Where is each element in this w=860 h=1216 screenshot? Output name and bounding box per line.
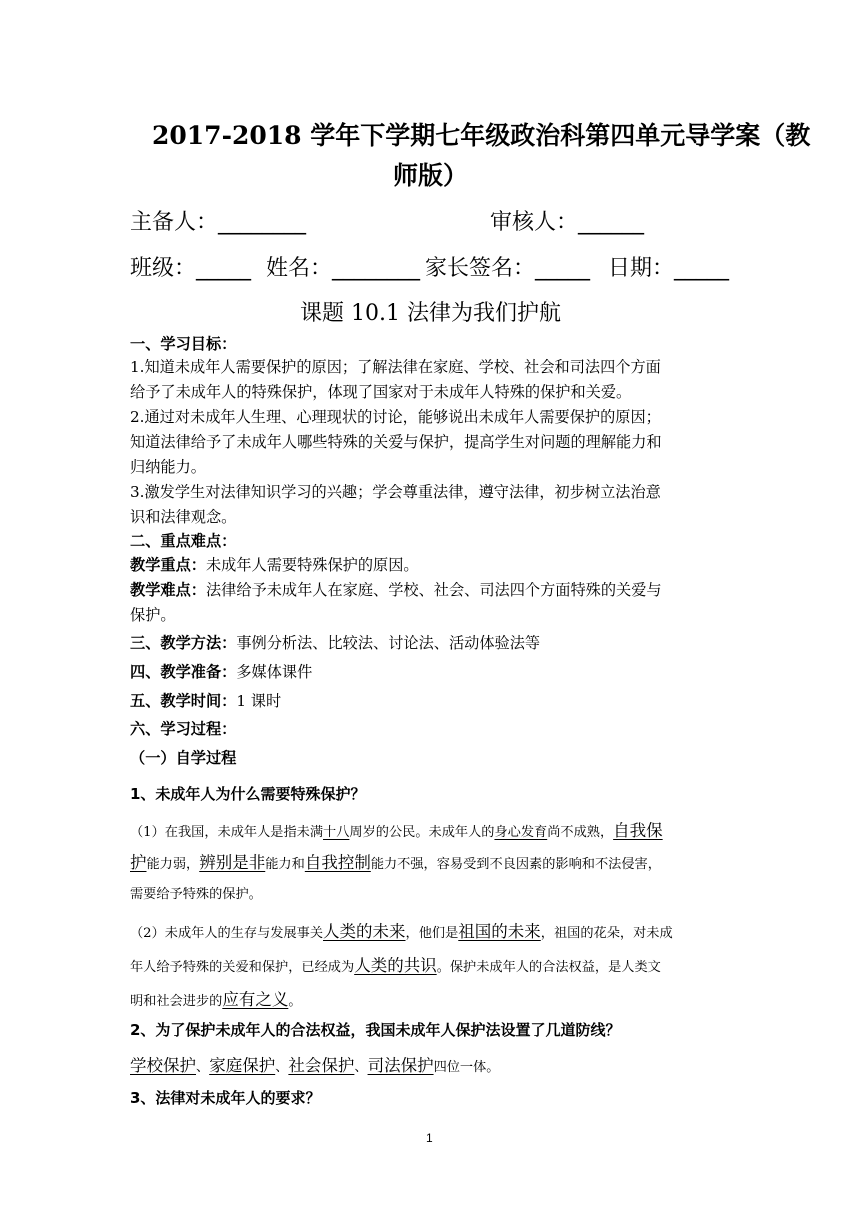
preparer-field bbox=[130, 205, 306, 236]
text-span: 、 bbox=[196, 1060, 210, 1075]
process-heading: 六、学习过程： bbox=[130, 720, 237, 738]
teaching-time-label: 五、教学时间： bbox=[130, 692, 237, 710]
q1-para2-line3 bbox=[130, 986, 302, 1010]
teaching-difficulty bbox=[130, 579, 662, 600]
reviewer-field bbox=[490, 205, 644, 236]
teaching-key-label: 教学重点： bbox=[130, 556, 206, 574]
question-1-heading: 1、未成年人为什么需要特殊保护？ bbox=[130, 785, 366, 803]
question-2-heading: 2、为了保护未成年人的合法权益，我国未成年人保护法设置了几道防线？ bbox=[130, 1021, 621, 1039]
q1-para1-line2 bbox=[130, 849, 661, 873]
text-span: 四位一体。 bbox=[433, 1060, 500, 1075]
reviewer-label: 审核人： bbox=[490, 210, 579, 235]
text-span: 明和社会进步的 bbox=[130, 994, 223, 1009]
text-span: 能力弱， bbox=[146, 857, 200, 872]
teaching-method-label: 三、教学方法： bbox=[130, 634, 237, 652]
class-field bbox=[130, 251, 251, 282]
doc-title-line2: 师版） bbox=[393, 161, 469, 190]
answer-shiba: 十八 bbox=[323, 825, 350, 840]
goal-1-line-1: 1.知道未成年人需要保护的原因；了解法律在家庭、学校、社会和司法四个方面 bbox=[130, 358, 661, 376]
preparer-blank: ________ bbox=[218, 210, 307, 235]
question-3-heading: 3、法律对未成年人的要求？ bbox=[130, 1089, 321, 1107]
class-blank: _____ bbox=[196, 256, 252, 281]
teaching-key-text: 未成年人需要特殊保护的原因。 bbox=[205, 556, 419, 574]
name-label: 姓名： bbox=[266, 256, 333, 281]
date-field bbox=[608, 251, 729, 282]
goal-2-line-3: 归纳能力。 bbox=[130, 458, 206, 476]
answer-renlei-weilai: 人类的未来 bbox=[323, 922, 406, 941]
text-span: 年人给予特殊的关爱和保护，已经成为 bbox=[130, 960, 355, 975]
goal-1-line-2: 给予了未成年人的特殊保护，体现了国家对于未成年人特殊的保护和关爱。 bbox=[130, 383, 632, 401]
text-span: ，他们是 bbox=[405, 926, 459, 941]
date-blank: _____ bbox=[674, 256, 730, 281]
q1-para2-line2 bbox=[130, 952, 661, 976]
page-number: 1 bbox=[426, 1131, 433, 1145]
answer-renlei-gongshi: 人类的共识 bbox=[354, 956, 437, 975]
doc-title-line1: 2017-2018 学年下学期七年级政治科第四单元导学案（教 bbox=[152, 121, 811, 150]
parent-signature-blank: _____ bbox=[535, 256, 591, 281]
answer-bianbie-shifei: 辨别是非 bbox=[199, 853, 266, 872]
text-span: 、 bbox=[275, 1060, 289, 1075]
teaching-time bbox=[130, 690, 281, 711]
answer-yingyou-zhiyi: 应有之义 bbox=[222, 990, 289, 1009]
answer-shehui-baohu: 社会保护 bbox=[288, 1056, 355, 1075]
text-span: 周岁的公民。未成年人的 bbox=[349, 825, 495, 840]
answer-ziwo-baohu-cont: 护 bbox=[130, 853, 147, 872]
q2-answer bbox=[130, 1052, 500, 1076]
text-span: 尚不成熟， bbox=[547, 825, 614, 840]
answer-shenxin-fayu: 身心发育 bbox=[494, 825, 548, 840]
goal-3-line-1: 3.激发学生对法律知识学习的兴趣；学会尊重法律，遵守法律，初步树立法治意 bbox=[130, 483, 661, 501]
text-span: 。 bbox=[288, 994, 302, 1009]
reviewer-blank: ______ bbox=[578, 210, 645, 235]
teaching-key-point bbox=[130, 554, 419, 575]
q1-para1-line1 bbox=[130, 817, 663, 841]
class-label: 班级： bbox=[130, 256, 197, 281]
date-label: 日期： bbox=[608, 256, 675, 281]
text-span: （2）未成年人的生存与发展事关 bbox=[130, 926, 324, 941]
text-span: 能力不强，容易受到不良因素的影响和不法侵害， bbox=[370, 857, 661, 872]
text-span: ，祖国的花朵，对未成 bbox=[540, 926, 673, 941]
answer-ziwo-kongzhi: 自我控制 bbox=[304, 853, 371, 872]
goals-heading: 一、学习目标： bbox=[130, 335, 237, 353]
self-study-heading: （一）自学过程 bbox=[130, 749, 237, 767]
goal-2-line-2: 知道法律给予了未成年人哪些特殊的关爱与保护，提高学生对问题的理解能力和 bbox=[130, 433, 662, 451]
teaching-difficulty-line-2: 保护。 bbox=[130, 606, 176, 624]
answer-zuguo-weilai: 祖国的未来 bbox=[458, 922, 541, 941]
teaching-prep-label: 四、教学准备： bbox=[130, 663, 237, 681]
teaching-difficulty-label: 教学难点： bbox=[130, 581, 206, 599]
name-field bbox=[266, 251, 420, 282]
text-span: 。保护未成年人的合法权益，是人类文 bbox=[436, 960, 661, 975]
preparer-label: 主备人： bbox=[130, 210, 219, 235]
parent-signature-label: 家长签名： bbox=[425, 256, 536, 281]
teaching-difficulty-text: 法律给予未成年人在家庭、学校、社会、司法四个方面特殊的关爱与 bbox=[205, 581, 662, 599]
q1-para1-line3: 需要给予特殊的保护。 bbox=[130, 887, 262, 902]
q1-para2-line1 bbox=[130, 918, 673, 942]
text-span: （1）在我国，未成年人是指未满 bbox=[130, 825, 324, 840]
teaching-method bbox=[130, 632, 540, 653]
text-span: 、 bbox=[354, 1060, 368, 1075]
teaching-prep bbox=[130, 661, 312, 682]
teaching-time-text: 1 课时 bbox=[236, 692, 282, 710]
teaching-prep-text: 多媒体课件 bbox=[236, 663, 313, 681]
lesson-topic: 课题 10.1 法律为我们护航 bbox=[300, 301, 561, 326]
goal-3-line-2: 识和法律观念。 bbox=[130, 508, 237, 526]
teaching-method-text: 事例分析法、比较法、讨论法、活动体验法等 bbox=[236, 634, 541, 652]
text-span: 能力和 bbox=[265, 857, 305, 872]
difficulties-heading: 二、重点难点： bbox=[130, 532, 237, 550]
goal-2-line-1: 2.通过对未成年人生理、心理现状的讨论，能够说出未成年人需要保护的原因； bbox=[130, 408, 661, 426]
answer-sifa-baohu: 司法保护 bbox=[367, 1056, 434, 1075]
name-blank: ________ bbox=[332, 256, 421, 281]
answer-xuexiao-baohu: 学校保护 bbox=[130, 1056, 196, 1075]
answer-jiating-baohu: 家庭保护 bbox=[209, 1056, 276, 1075]
parent-signature-field bbox=[425, 251, 590, 282]
answer-ziwo-baohu: 自我保 bbox=[613, 821, 663, 840]
